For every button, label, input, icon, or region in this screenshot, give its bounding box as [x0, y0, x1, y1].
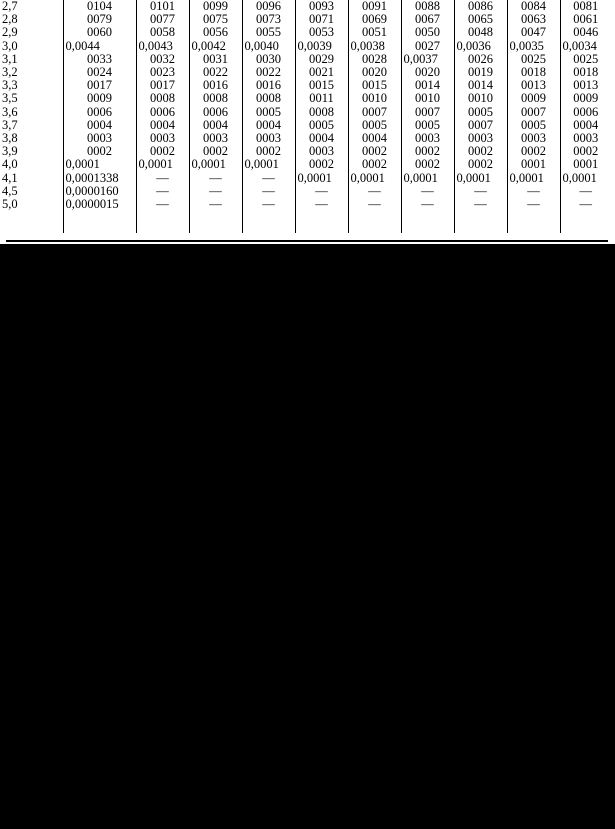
table-cell: 0002	[454, 145, 507, 158]
row-argument: 3,6	[2, 105, 18, 119]
table-cell: 0,0001	[295, 172, 348, 185]
table-cell: 0002	[401, 145, 454, 158]
table-cell: 0075	[189, 13, 242, 26]
table-cell: 0016	[189, 79, 242, 92]
table-cell: 0067	[401, 13, 454, 26]
table-cell: 0,0000160	[63, 185, 136, 198]
row-argument: 2,7	[2, 0, 18, 13]
table-cell: —	[454, 198, 507, 233]
table-cell: 0071	[295, 13, 348, 26]
table-cell: 0020	[348, 66, 401, 79]
table-row	[0, 158, 611, 171]
table-cell: 0079	[63, 13, 136, 26]
table-cell: —	[295, 185, 348, 198]
table-cell: —	[242, 172, 295, 185]
table-cell: 0007	[454, 119, 507, 132]
table-cell: 0015	[295, 79, 348, 92]
table-cell: 0019	[454, 66, 507, 79]
table-cell: 0006	[189, 106, 242, 119]
table-cell: 0009	[560, 92, 611, 105]
table-row	[0, 66, 611, 79]
table-cell: 0051	[348, 26, 401, 39]
table-cell: —	[348, 185, 401, 198]
table-row	[0, 106, 611, 119]
table-cell: —	[560, 185, 611, 198]
table-cell: 0046	[560, 26, 611, 39]
table-cell: —	[189, 198, 242, 233]
table-cell: 0004	[242, 119, 295, 132]
table-cell: 0010	[401, 92, 454, 105]
table-cell: 0030	[242, 53, 295, 66]
table-cell: 0025	[560, 53, 611, 66]
table-cell: 0,0001	[242, 158, 295, 171]
row-argument: 4,1	[2, 171, 18, 185]
table-cell: 0003	[454, 132, 507, 145]
table-cell: 0081	[560, 0, 611, 13]
table-cell: 0,0001	[560, 172, 611, 185]
row-argument: 3,1	[2, 52, 18, 66]
table-row	[0, 79, 611, 92]
table-row	[0, 145, 611, 158]
table-cell: 0099	[189, 0, 242, 13]
table-cell: 0077	[136, 13, 189, 26]
table-cell: 0024	[63, 66, 136, 79]
table-cell: 0008	[136, 92, 189, 105]
table-cell: 0004	[63, 119, 136, 132]
table-cell: 0,0039	[295, 40, 348, 53]
table-cell: —	[507, 185, 560, 198]
row-argument: 2,8	[2, 13, 18, 27]
table-cell: 0002	[454, 158, 507, 171]
row-argument: 4,0	[2, 158, 18, 172]
table-cell: 0027	[401, 40, 454, 53]
table-cell: 0065	[454, 13, 507, 26]
table-cell: 0026	[454, 53, 507, 66]
table-cell: 0,0036	[454, 40, 507, 53]
table-cell: 0004	[560, 119, 611, 132]
table-cell: 0003	[560, 132, 611, 145]
table-cell: 0002	[560, 145, 611, 158]
table-cell: 0002	[63, 145, 136, 158]
table-cell: 0002	[401, 158, 454, 171]
table-cell: 0017	[63, 79, 136, 92]
table-cell: 0005	[348, 119, 401, 132]
table-cell: —	[189, 185, 242, 198]
table-cell: 0,0034	[560, 40, 611, 53]
table-cell: 0,0001	[348, 172, 401, 185]
table-cell: —	[242, 198, 295, 233]
table-cell: 0007	[401, 106, 454, 119]
table-cell: 0018	[560, 66, 611, 79]
table-cell: 0091	[348, 0, 401, 13]
table-cell: —	[136, 198, 189, 233]
table-cell: —	[507, 198, 560, 233]
table-cell: 0008	[189, 92, 242, 105]
table-cell: 0011	[295, 92, 348, 105]
table-cell: 0,0038	[348, 40, 401, 53]
table-cell: 0014	[401, 79, 454, 92]
table-cell: 0013	[560, 79, 611, 92]
table-cell: 0,0044	[63, 40, 136, 53]
table-row	[0, 92, 611, 105]
table-cell: 0020	[401, 66, 454, 79]
table-cell: 0002	[136, 145, 189, 158]
table-cell: 0096	[242, 0, 295, 13]
table-cell: 0008	[242, 92, 295, 105]
table-cell: 0013	[507, 79, 560, 92]
table-cell: 0029	[295, 53, 348, 66]
table-row	[0, 13, 611, 26]
table-cell: 0,0043	[136, 40, 189, 53]
table-cell: 0007	[348, 106, 401, 119]
table-cell: 0,0001	[63, 158, 136, 171]
table-cell: 0006	[63, 106, 136, 119]
row-argument: 5,0	[2, 198, 18, 212]
table-cell: 0005	[242, 106, 295, 119]
table-cell: 0017	[136, 79, 189, 92]
table-cell: 0055	[242, 26, 295, 39]
table-cell: 0021	[295, 66, 348, 79]
table-cell: 0023	[136, 66, 189, 79]
table-cell: —	[136, 185, 189, 198]
table-cell: 0002	[507, 145, 560, 158]
table-body	[0, 0, 611, 233]
table-row	[0, 26, 611, 39]
row-argument: 3,0	[2, 39, 18, 53]
table-row	[0, 53, 611, 66]
printed-page	[0, 0, 615, 244]
table-cell: 0004	[136, 119, 189, 132]
table-cell: —	[295, 198, 348, 233]
row-argument: 3,5	[2, 92, 18, 106]
table-cell: 0,0042	[189, 40, 242, 53]
table-row	[0, 172, 611, 185]
table-cell: 0,0001	[454, 172, 507, 185]
table-cell: 0028	[348, 53, 401, 66]
row-argument: 3,9	[2, 145, 18, 159]
table-row	[0, 40, 611, 53]
table-cell: 0003	[63, 132, 136, 145]
table-cell: 0060	[63, 26, 136, 39]
table-cell: 0053	[295, 26, 348, 39]
table-cell: 0005	[295, 119, 348, 132]
table-cell: 0002	[189, 145, 242, 158]
table-cell: 0069	[348, 13, 401, 26]
table-cell: 0004	[348, 132, 401, 145]
row-argument: 3,2	[2, 66, 18, 80]
table-cell: 0047	[507, 26, 560, 39]
table-cell: —	[242, 185, 295, 198]
table-cell: 0,0037	[401, 53, 454, 66]
table-cell: 0005	[454, 106, 507, 119]
table-cell: 0093	[295, 0, 348, 13]
table-cell: 0008	[295, 106, 348, 119]
table-cell: 0005	[401, 119, 454, 132]
table-cell: 0,0040	[242, 40, 295, 53]
table-cell: 0009	[507, 92, 560, 105]
table-cell: 0025	[507, 53, 560, 66]
table-cell: 0,0001	[189, 158, 242, 171]
table-cell: 0001	[507, 158, 560, 171]
table-cell: 0003	[242, 132, 295, 145]
table-row	[0, 198, 611, 233]
table-cell: 0001	[560, 158, 611, 171]
table-cell: 0022	[242, 66, 295, 79]
table-cell: 0006	[136, 106, 189, 119]
table-cell: 0004	[295, 132, 348, 145]
table-cell: 0,0001	[507, 172, 560, 185]
table-cell: 0086	[454, 0, 507, 13]
table-cell: 0058	[136, 26, 189, 39]
table-cell: 0005	[507, 119, 560, 132]
table-cell: 0016	[242, 79, 295, 92]
table-cell: 0,0001338	[63, 172, 136, 185]
table-cell: 0061	[560, 13, 611, 26]
table-cell: 0006	[560, 106, 611, 119]
table-cell: 0,0001	[136, 158, 189, 171]
table-cell: —	[560, 198, 611, 233]
table-cell: 0063	[507, 13, 560, 26]
row-argument: 3,7	[2, 118, 18, 132]
table-cell: —	[401, 185, 454, 198]
table-cell: 0015	[348, 79, 401, 92]
table-cell: 0009	[63, 92, 136, 105]
table-cell: 0003	[401, 132, 454, 145]
table-cell: 0084	[507, 0, 560, 13]
table-cell: 0003	[189, 132, 242, 145]
table-cell: 0,0001	[401, 172, 454, 185]
table-cell: 0002	[242, 145, 295, 158]
table-cell: 0050	[401, 26, 454, 39]
table-cell: 0032	[136, 53, 189, 66]
row-argument: 4,5	[2, 184, 18, 198]
row-argument: 3,3	[2, 79, 18, 93]
table-cell: —	[136, 172, 189, 185]
probability-table	[0, 0, 611, 233]
table-row	[0, 185, 611, 198]
table-cell: 0101	[136, 0, 189, 13]
table-cell: —	[454, 185, 507, 198]
table-cell: 0031	[189, 53, 242, 66]
table-cell: 0010	[348, 92, 401, 105]
row-argument: 2,9	[2, 26, 18, 40]
table-cell: 0002	[348, 145, 401, 158]
table-cell: 0022	[189, 66, 242, 79]
table-cell: 0003	[136, 132, 189, 145]
table-cell: 0003	[507, 132, 560, 145]
table-row	[0, 119, 611, 132]
table-cell: 0014	[454, 79, 507, 92]
row-argument: 3,8	[2, 132, 18, 146]
table-row	[0, 0, 611, 13]
table-cell: 0,0000015	[63, 198, 136, 233]
table-cell: 0104	[63, 0, 136, 13]
table-cell: 0003	[295, 145, 348, 158]
table-cell: 0004	[189, 119, 242, 132]
table-cell: 0033	[63, 53, 136, 66]
table-cell: 0048	[454, 26, 507, 39]
table-cell: —	[348, 198, 401, 233]
bottom-rule	[6, 240, 608, 242]
table-cell: 0018	[507, 66, 560, 79]
table-cell: —	[401, 198, 454, 233]
table-cell: 0,0035	[507, 40, 560, 53]
table-cell: 0088	[401, 0, 454, 13]
table-row	[0, 132, 611, 145]
table-cell: 0073	[242, 13, 295, 26]
table-cell: 0010	[454, 92, 507, 105]
table-cell: 0007	[507, 106, 560, 119]
table-cell: 0002	[348, 158, 401, 171]
table-cell: 0002	[295, 158, 348, 171]
table-cell: —	[189, 172, 242, 185]
table-cell: 0056	[189, 26, 242, 39]
